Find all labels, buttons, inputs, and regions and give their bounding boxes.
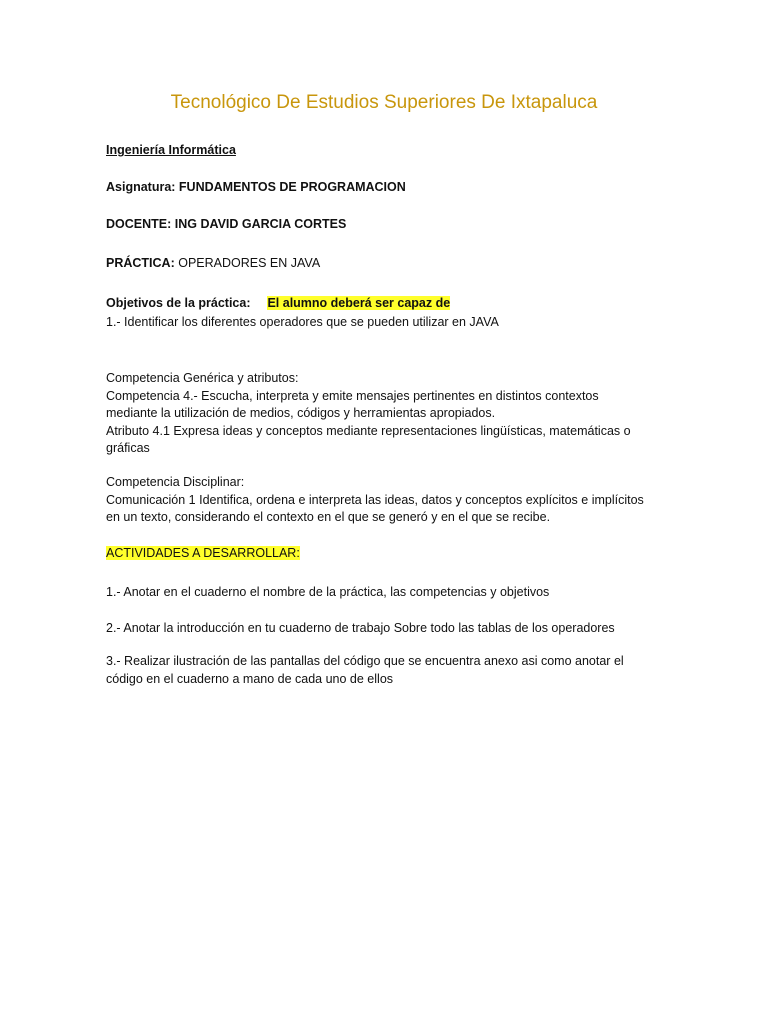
actividades-heading-line bbox=[106, 545, 300, 562]
competencia-generica-heading: Competencia Genérica y atributos: bbox=[106, 371, 299, 385]
actividad-item-text: 3.- Realizar ilustración de las pantallas del código que se encuentra anexo asi como anotar el código en el cuaderno a mano de cada uno de ellos bbox=[106, 654, 624, 686]
carrera-label: Ingeniería Informática bbox=[106, 143, 236, 157]
objetivos-highlight: El alumno deberá ser capaz de bbox=[267, 296, 451, 310]
asignatura-line: Asignatura: FUNDAMENTOS DE PROGRAMACION bbox=[106, 180, 406, 194]
docente-line: DOCENTE: ING DAVID GARCIA CORTES bbox=[106, 217, 347, 231]
actividad-item bbox=[106, 653, 646, 688]
competencia-generica-section bbox=[106, 370, 646, 458]
actividades-heading: ACTIVIDADES A DESARROLLAR: bbox=[106, 546, 300, 560]
document-title: Tecnológico De Estudios Superiores De Ixtapaluca bbox=[170, 92, 598, 113]
objetivos-line bbox=[106, 295, 450, 312]
practica-label: PRÁCTICA: bbox=[106, 256, 175, 270]
actividad-item: 2.- Anotar la introducción en tu cuaderno de trabajo Sobre todo las tablas de los operadores bbox=[106, 621, 615, 635]
actividad-item: 1.- Anotar en el cuaderno el nombre de la práctica, las competencias y objetivos bbox=[106, 585, 550, 599]
objetivos-label: Objetivos de la práctica: bbox=[106, 296, 251, 310]
competencia-disciplinar-text: Comunicación 1 Identifica, ordena e interpreta las ideas, datos y conceptos explícitos e implícitos en un texto, considerando el contexto en el que se generó y en el que se recibe. bbox=[106, 492, 644, 525]
competencia-generica-text: Competencia 4.- Escucha, interpreta y emite mensajes pertinentes en distintos contextos mediante la utilización de medios, códigos y herramientas apropiados. bbox=[106, 388, 599, 421]
objetivo-item: 1.- Identificar los diferentes operadores que se pueden utilizar en JAVA bbox=[106, 315, 499, 329]
competencia-disciplinar-section bbox=[106, 474, 646, 527]
competencia-generica-atributo: Atributo 4.1 Expresa ideas y conceptos mediante representaciones lingüísticas, matemáticas o gráficas bbox=[106, 423, 631, 456]
practica-value: OPERADORES EN JAVA bbox=[174, 256, 321, 270]
competencia-disciplinar-heading: Competencia Disciplinar: bbox=[106, 475, 245, 489]
practica-line bbox=[106, 255, 320, 272]
